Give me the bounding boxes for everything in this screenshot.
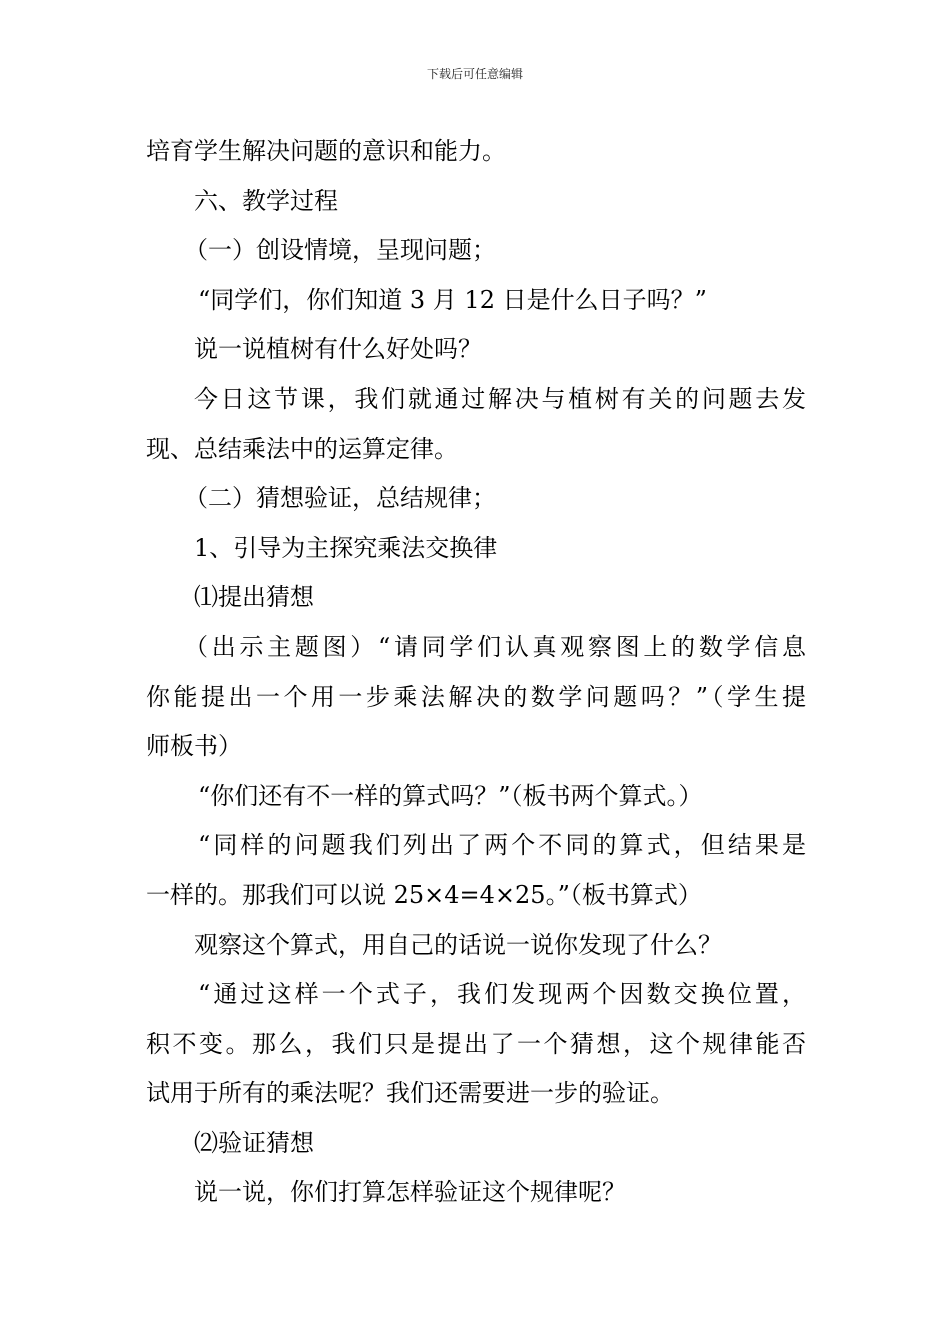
paragraph-line: 培育学生解决问题的意识和能力。 (146, 137, 506, 165)
paragraph-line: （出示主题图）“请同学们认真观察图上的数学信息 (184, 632, 806, 661)
paragraph-line: “你们还有不一样的算式吗？”（板书两个算式。） (198, 781, 703, 810)
paragraph-line: 你能提出一个用一步乘法解决的数学问题吗？”（学生提 (146, 682, 806, 711)
item-heading: ⑴提出猜想 (194, 583, 314, 612)
item-heading: ⑵验证猜想 (194, 1128, 314, 1157)
paragraph-line: “同样的问题我们列出了两个不同的算式，但结果是 (198, 831, 806, 860)
section-heading: 六、教学过程 (194, 186, 338, 215)
paragraph-line: 一样的。那我们可以说 25×4=4×25。”（板书算式） (146, 880, 702, 909)
paragraph-line: 试用于所有的乘法呢？我们还需要进一步的验证。 (146, 1079, 674, 1108)
page-header: 下载后可任意编辑 (426, 67, 523, 81)
paragraph-line: 现、总结乘法中的运算定律。 (146, 434, 458, 463)
document-body (146, 127, 806, 1218)
paragraph-line: 今日这节课，我们就通过解决与植树有关的问题去发 (194, 384, 806, 413)
paragraph-line: 观察这个算式，用自己的话说一说你发现了什么？ (194, 930, 722, 959)
subsection-heading: （二）猜想验证，总结规律； (184, 484, 496, 513)
paragraph-line: 说一说，你们打算怎样验证这个规律呢？ (194, 1178, 626, 1207)
paragraph-line: “通过这样一个式子，我们发现两个因数交换位置， (198, 980, 806, 1009)
paragraph-line: 积不变。那么，我们只是提出了一个猜想，这个规律能否 (146, 1029, 806, 1058)
subsection-heading: （一）创设情境，呈现问题； (184, 236, 496, 265)
paragraph-line: “同学们，你们知道 3 月 12 日是什么日子吗？” (198, 285, 707, 314)
item-heading: 1、引导为主探究乘法交换律 (194, 533, 498, 562)
paragraph-line: 说一说植树有什么好处吗？ (194, 335, 482, 364)
paragraph-line: 师板书） (146, 732, 242, 761)
